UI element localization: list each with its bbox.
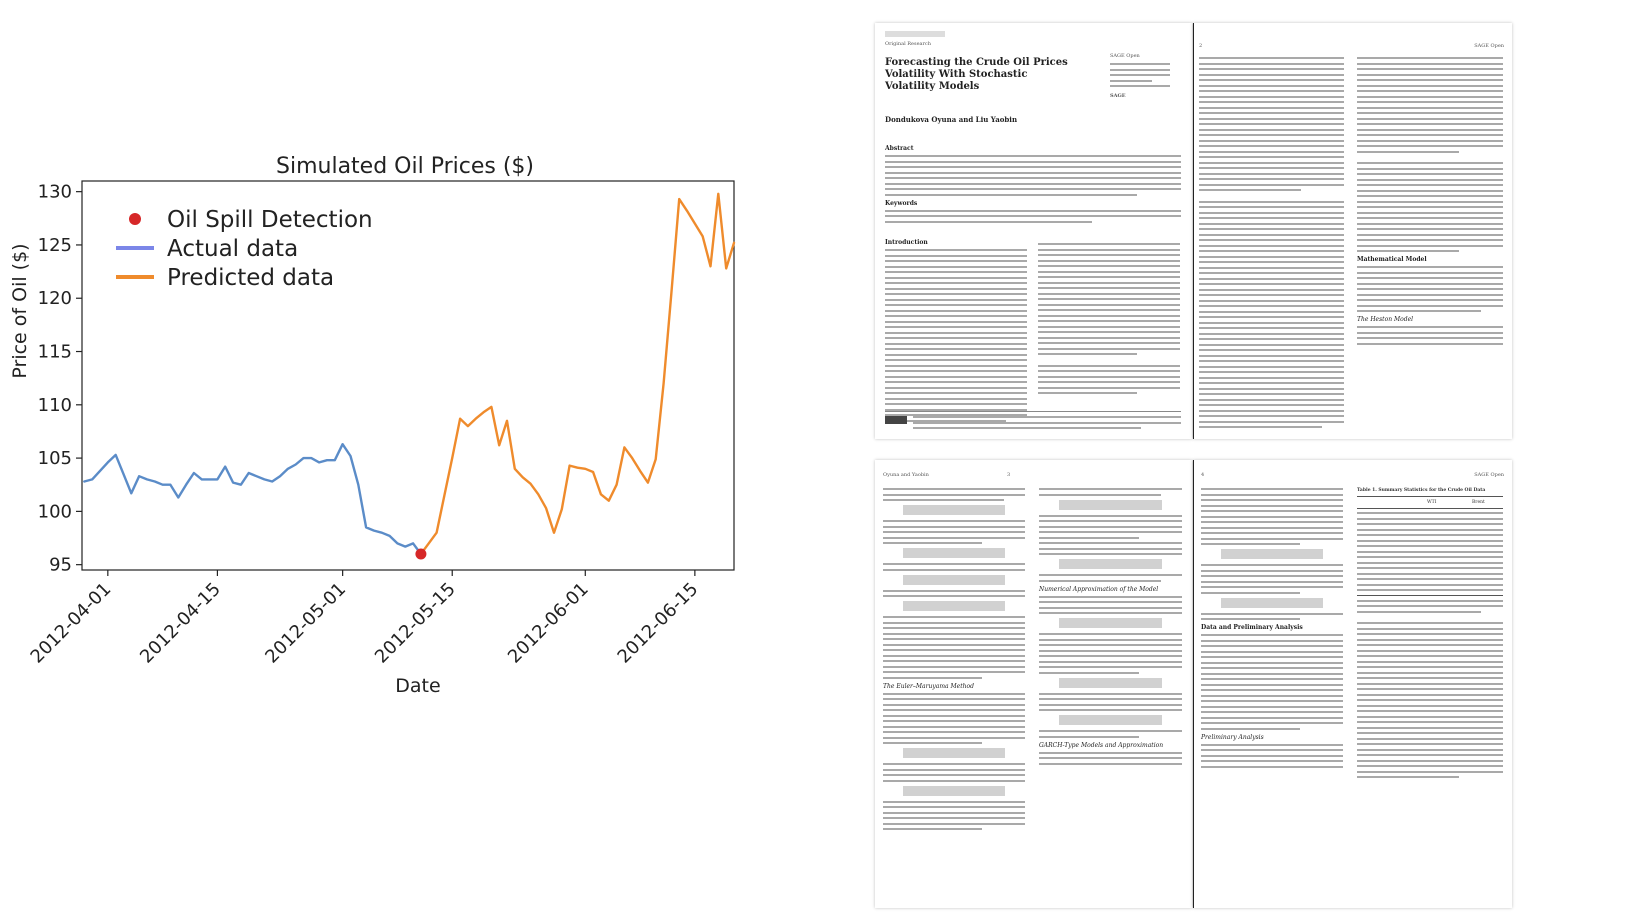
paper-page-4 (1193, 460, 1512, 908)
series-line-actual-data (84, 444, 421, 554)
page-number: 4 (1201, 472, 1205, 478)
y-tick-label: 125 (37, 234, 72, 256)
running-head: Oyuna and Yaobin (883, 472, 929, 478)
page4-column-left (1201, 488, 1343, 771)
y-axis-title: Price of Oil ($) (9, 243, 31, 379)
x-tick-label: 2012-06-01 (504, 578, 593, 668)
table-rule (1357, 508, 1503, 509)
x-tick-label: 2012-05-01 (261, 578, 351, 668)
license-divider (885, 411, 1181, 412)
journal-logo (885, 31, 945, 37)
section-label: Original Research (885, 41, 931, 47)
y-tick-label: 105 (37, 448, 72, 470)
prelim-heading: Preliminary Analysis (1201, 733, 1264, 741)
license-text (913, 416, 1181, 433)
table-col-brent: Brent (1472, 500, 1485, 505)
legend-label: Actual data (167, 236, 299, 262)
y-tick-label: 130 (37, 181, 72, 203)
marker-layer (415, 549, 426, 560)
table-title: Table 1. Summary Statistics for the Crude Oil Data (1357, 488, 1486, 493)
intro-column-right (1038, 243, 1180, 398)
page2-column-right (1357, 57, 1503, 348)
page-number: 3 (1007, 472, 1011, 478)
page4-column-right (1357, 488, 1503, 782)
euler-heading: The Euler–Maruyama Method (883, 682, 974, 690)
heston-heading: The Heston Model (1357, 316, 1414, 323)
x-axis (27, 570, 703, 668)
legend-label: Oil Spill Detection (167, 207, 373, 233)
y-axis (38, 182, 82, 576)
page3-column-right (1039, 488, 1182, 768)
x-axis-title: Date (395, 675, 441, 697)
series-line-predicted-data (421, 194, 734, 554)
table-rule (1357, 595, 1503, 596)
y-tick-label: 115 (37, 341, 72, 363)
abstract-heading: Abstract (885, 145, 914, 152)
y-tick-label: 95 (49, 554, 72, 576)
y-tick-label: 100 (37, 501, 72, 523)
journal-name: SAGE Open (1110, 53, 1140, 59)
paper-page-2 (1193, 23, 1512, 439)
numerical-heading: Numerical Approximation of the Model (1039, 585, 1159, 593)
data-heading: Data and Preliminary Analysis (1201, 624, 1303, 631)
publisher-logo: SAGE (1110, 93, 1126, 99)
x-tick-label: 2012-06-15 (613, 578, 703, 668)
legend-label: Predicted data (167, 265, 335, 291)
chart-title: Simulated Oil Prices ($) (276, 154, 534, 179)
running-head: SAGE Open (1474, 43, 1504, 49)
x-tick-label: 2012-05-15 (370, 578, 460, 668)
oil-spill-marker (415, 549, 426, 560)
intro-heading: Introduction (885, 239, 928, 246)
y-tick-label: 120 (37, 288, 72, 310)
x-tick-label: 2012-04-01 (26, 578, 116, 668)
journal-meta (1110, 63, 1170, 91)
paper-page-1 (875, 23, 1192, 439)
table-header (1357, 500, 1503, 508)
page-gutter (1193, 460, 1194, 908)
page-number: 2 (1199, 43, 1203, 49)
paper-page-3 (875, 460, 1192, 908)
page2-column-left (1199, 57, 1344, 432)
page-gutter (1193, 23, 1194, 439)
paper-title: Forecasting the Crude Oil Prices Volatility With Stochastic Volatility Models (885, 57, 1068, 92)
cc-license-icon (885, 416, 907, 424)
intro-column-left (885, 235, 1027, 425)
math-model-heading: Mathematical Model (1357, 256, 1427, 263)
table-rule (1357, 496, 1503, 497)
legend (116, 207, 373, 291)
paper-authors: Dondukova Oyuna and Liu Yaobin (885, 115, 1018, 124)
x-tick-label: 2012-04-15 (136, 578, 225, 668)
running-head: SAGE Open (1474, 472, 1504, 478)
y-tick-label: 110 (37, 394, 72, 416)
page3-column-left (883, 488, 1025, 834)
table-col-wti: WTI (1427, 500, 1437, 505)
keywords-heading: Keywords (885, 199, 918, 207)
garch-heading: GARCH-Type Models and Approximation (1039, 741, 1164, 749)
legend-marker-swatch (129, 213, 141, 225)
abstract (885, 141, 1181, 226)
